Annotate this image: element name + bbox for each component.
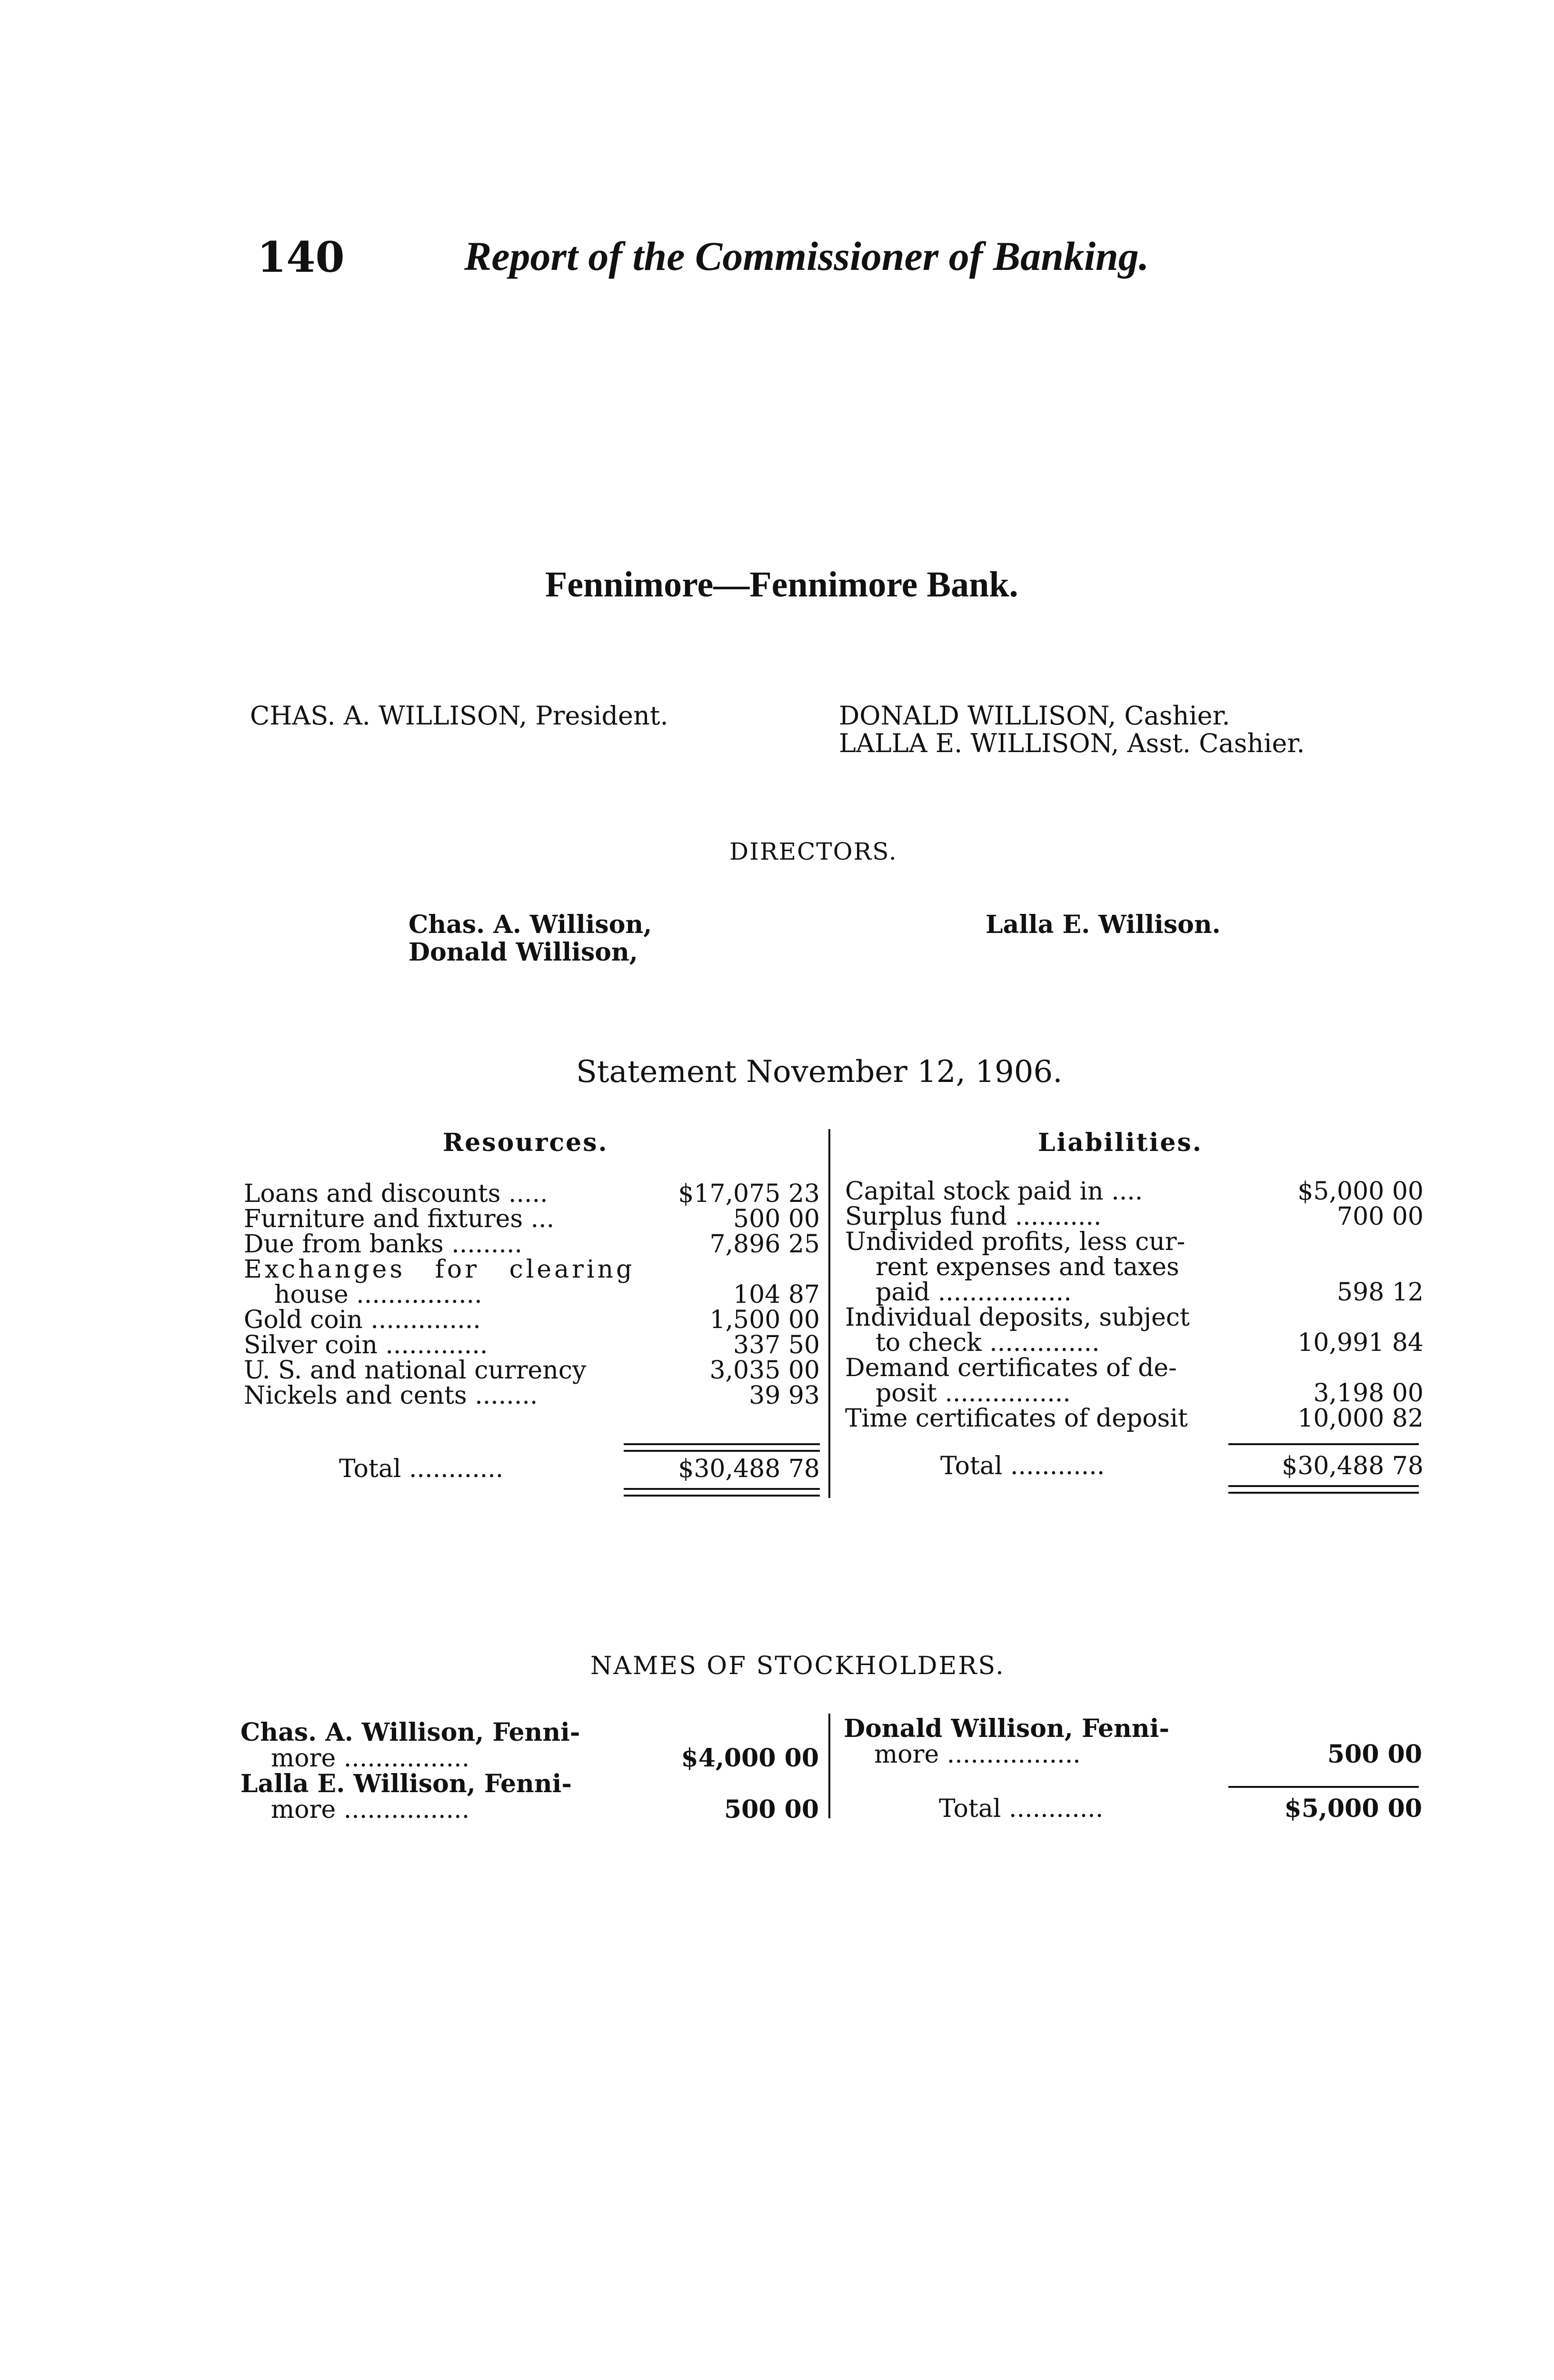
bank-title: Fennimore—Fennimore Bank. <box>545 565 1018 605</box>
liability-label: Time certificates of deposit <box>845 1404 1188 1433</box>
liability-label: Demand certificates of de- <box>845 1354 1177 1382</box>
resource-label: Gold coin .............. <box>244 1306 481 1334</box>
stockholder-row <box>844 1716 1422 1742</box>
liability-amount: 10,000 82 <box>1297 1404 1424 1433</box>
rule <box>1228 1786 1419 1788</box>
table-row <box>244 1382 820 1409</box>
resource-amount: 3,035 00 <box>709 1356 820 1385</box>
directors-heading: DIRECTORS. <box>729 838 897 865</box>
liability-label: Capital stock paid in .... <box>845 1177 1143 1206</box>
stockholder-name-cont: more ................. <box>874 1740 1081 1769</box>
director-name: Lalla E. Willison. <box>986 910 1221 939</box>
table-row <box>845 1405 1424 1432</box>
table-row <box>845 1279 1424 1306</box>
liability-label: rent expenses and taxes <box>876 1253 1179 1281</box>
officer-asst-cashier: LALLA E. WILLISON, Asst. Cashier. <box>839 728 1305 758</box>
director-name: Chas. A. Willison, <box>408 910 652 939</box>
resource-label: Exchanges for clearing <box>244 1255 635 1284</box>
officer-president: CHAS. A. WILLISON, President. <box>250 701 668 731</box>
stockholder-name: Lalla E. Willison, Fenni- <box>240 1769 572 1798</box>
table-row <box>244 1180 820 1207</box>
resource-amount: 500 00 <box>733 1205 820 1233</box>
stockholder-amount: $4,000 00 <box>681 1744 819 1773</box>
table-row <box>244 1206 820 1232</box>
running-title: Report of the Commissioner of Banking. <box>464 233 1149 279</box>
stockholder-row <box>240 1796 819 1823</box>
officer-cashier: DONALD WILLISON, Cashier. <box>839 701 1230 731</box>
table-row <box>845 1178 1424 1205</box>
column-divider <box>828 1714 830 1818</box>
resource-amount: 39 93 <box>749 1381 820 1410</box>
stockholder-amount: 500 00 <box>1327 1740 1422 1769</box>
total-amount: $30,488 78 <box>678 1455 820 1483</box>
table-row <box>244 1231 820 1258</box>
total-label: Total ............ <box>339 1455 504 1483</box>
resource-amount: 1,500 00 <box>709 1306 820 1334</box>
rule <box>1228 1443 1419 1445</box>
liabilities-heading: Liabilities. <box>1038 1128 1203 1157</box>
statement-date: Statement November 12, 1906. <box>576 1054 1063 1090</box>
resource-label: Furniture and fixtures ... <box>244 1205 555 1233</box>
liability-amount: $5,000 00 <box>1297 1177 1424 1206</box>
stockholder-name-cont: more ................ <box>271 1744 470 1773</box>
resource-label: U. S. and national currency <box>244 1356 587 1385</box>
total-amount: $30,488 78 <box>1282 1452 1424 1480</box>
stockholders-heading: NAMES OF STOCKHOLDERS. <box>590 1652 1005 1680</box>
total-label: Total ............ <box>939 1795 1104 1823</box>
liability-amount: 598 12 <box>1337 1278 1424 1307</box>
liability-label: to check .............. <box>876 1329 1100 1357</box>
table-row <box>845 1329 1424 1356</box>
stockholder-name-cont: more ................ <box>271 1795 470 1824</box>
double-rule <box>624 1488 820 1497</box>
resource-amount: 7,896 25 <box>709 1230 820 1259</box>
table-row <box>244 1256 820 1283</box>
table-row <box>845 1304 1424 1331</box>
resource-label: Loans and discounts ..... <box>244 1180 548 1208</box>
resource-amount: $17,075 23 <box>678 1180 820 1208</box>
stockholder-name: Chas. A. Willison, Fenni- <box>240 1718 580 1747</box>
total-label: Total ............ <box>940 1452 1105 1480</box>
table-row <box>845 1203 1424 1230</box>
stockholder-amount: 500 00 <box>724 1795 819 1824</box>
table-row <box>845 1355 1424 1381</box>
liability-label: paid ................. <box>876 1278 1072 1307</box>
table-row <box>845 1380 1424 1407</box>
total-row <box>845 1453 1424 1479</box>
column-divider <box>828 1129 830 1498</box>
resource-label: house ................ <box>274 1280 482 1309</box>
double-rule <box>624 1443 820 1452</box>
stockholder-name: Donald Willison, Fenni- <box>844 1714 1170 1743</box>
liability-amount: 3,198 00 <box>1313 1379 1424 1408</box>
liability-label: Surplus fund ........... <box>845 1202 1102 1231</box>
stockholder-row <box>240 1719 819 1746</box>
liability-label: Undivided profits, less cur- <box>845 1228 1185 1256</box>
page-number: 140 <box>257 232 345 282</box>
table-row <box>845 1229 1424 1255</box>
resource-label: Nickels and cents ........ <box>244 1381 538 1410</box>
resource-label: Silver coin ............. <box>244 1331 488 1359</box>
stockholder-row <box>844 1741 1422 1768</box>
table-row <box>845 1254 1424 1280</box>
stockholder-total-row <box>844 1795 1422 1822</box>
liability-amount: 700 00 <box>1337 1202 1424 1231</box>
liability-label: posit ................ <box>876 1379 1071 1408</box>
table-row <box>244 1332 820 1359</box>
resource-amount: 337 50 <box>733 1331 820 1359</box>
stockholder-row <box>240 1745 819 1772</box>
liability-amount: 10,991 84 <box>1297 1329 1424 1357</box>
director-name: Donald Willison, <box>408 938 638 967</box>
resource-label: Due from banks ......... <box>244 1230 522 1259</box>
table-row <box>244 1281 820 1308</box>
table-row <box>244 1357 820 1384</box>
liability-label: Individual deposits, subject <box>845 1303 1190 1332</box>
resources-heading: Resources. <box>443 1128 608 1157</box>
total-row <box>244 1456 820 1482</box>
stockholder-row <box>240 1771 819 1797</box>
total-amount: $5,000 00 <box>1284 1794 1422 1823</box>
table-row <box>244 1307 820 1333</box>
resource-amount: 104 87 <box>733 1280 820 1309</box>
double-rule <box>1228 1485 1419 1494</box>
